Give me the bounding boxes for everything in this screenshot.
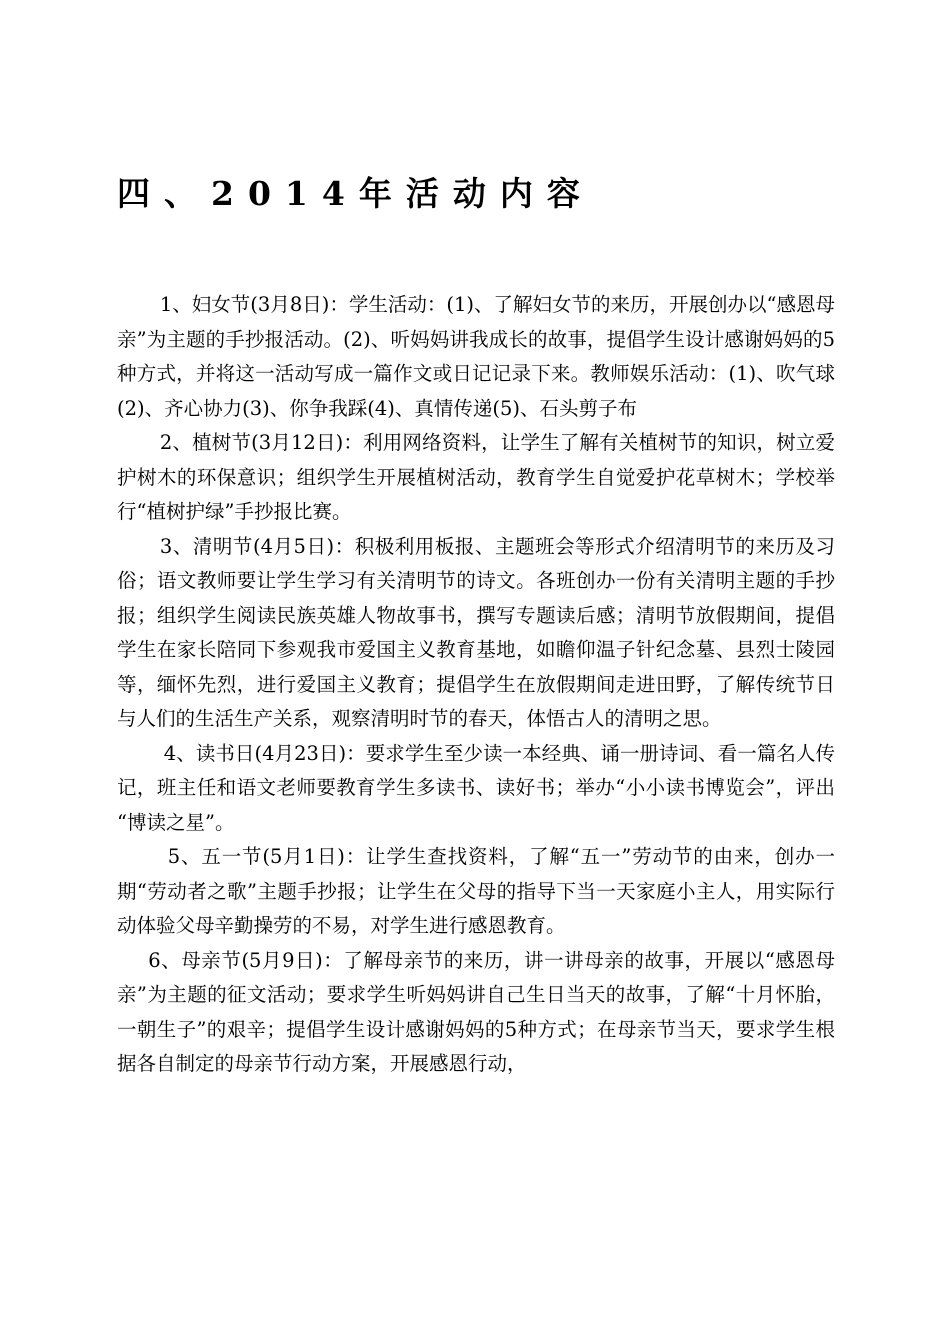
section-heading: 四、2014年活动内容 (117, 174, 594, 213)
body-text (117, 288, 835, 1082)
paragraph-arbor-day: 2、植树节(3月12日)：利用网络资料，让学生了解有关植树节的知识，树立爱护树木的环保意识；组织学生开展植树活动，教育学生自觉爱护花草树木；学校举行“植树护绿”手抄报比赛。 (117, 431, 835, 523)
paragraph-labor-day: 5、五一节(5月1日)：让学生查找资料，了解“五一”劳动节的由来，创办一期“劳动者之歌”主题手抄报；让学生在父母的指导下当一天家庭小主人，用实际行动体验父母辛勤操劳的不易，对学生进行感恩教育。 (117, 845, 835, 937)
paragraph-qingming: 3、清明节(4月5日)：积极利用板报、主题班会等形式介绍清明节的来历及习俗；语文教师要让学生学习有关清明节的诗文。各班创办一份有关清明主题的手抄报；组织学生阅读民族英雄人物故事书，撰写专题读后感；清明节放假期间，提倡学生在家长陪同下参观我市爱国主义教育基地，如瞻仰温子针纪念墓、县烈士陵园等，缅怀先烈，进行爱国主义教育；提倡学生在放假期间走进田野，了解传统节日与人们的生活生产关系，观察清明时节的春天，体悟古人的清明之思。 (117, 534, 835, 730)
paragraph-mothers-day: 6、母亲节(5月9日)：了解母亲节的来历，讲一讲母亲的故事，开展以“感恩母亲”为主题的征文活动；要求学生听妈妈讲自己生日当天的故事，了解“十月怀胎，一朝生子”的艰辛；提倡学生设计感谢妈妈的5种方式；在母亲节当天，要求学生根据各自制定的母亲节行动方案，开展感恩行动， (117, 948, 835, 1075)
paragraph-womens-day: 1、妇女节(3月8日)：学生活动：(1)、了解妇女节的来历，开展创办以“感恩母亲”为主题的手抄报活动。(2)、听妈妈讲我成长的故事，提倡学生设计感谢妈妈的5种方式，并将这一活动写成一篇作文或日记记录下来。教师娱乐活动：(1)、吹气球(2)、齐心协力(3)、你争我踩(4)、真情传递(5)、石头剪子布 (117, 293, 835, 420)
paragraph-reading-day: 4、读书日(4月23日)：要求学生至少读一本经典、诵一册诗词、看一篇名人传记，班主任和语文老师要教育学生多读书、读好书；举办“小小读书博览会”，评出 “博读之星”。 (117, 741, 835, 834)
